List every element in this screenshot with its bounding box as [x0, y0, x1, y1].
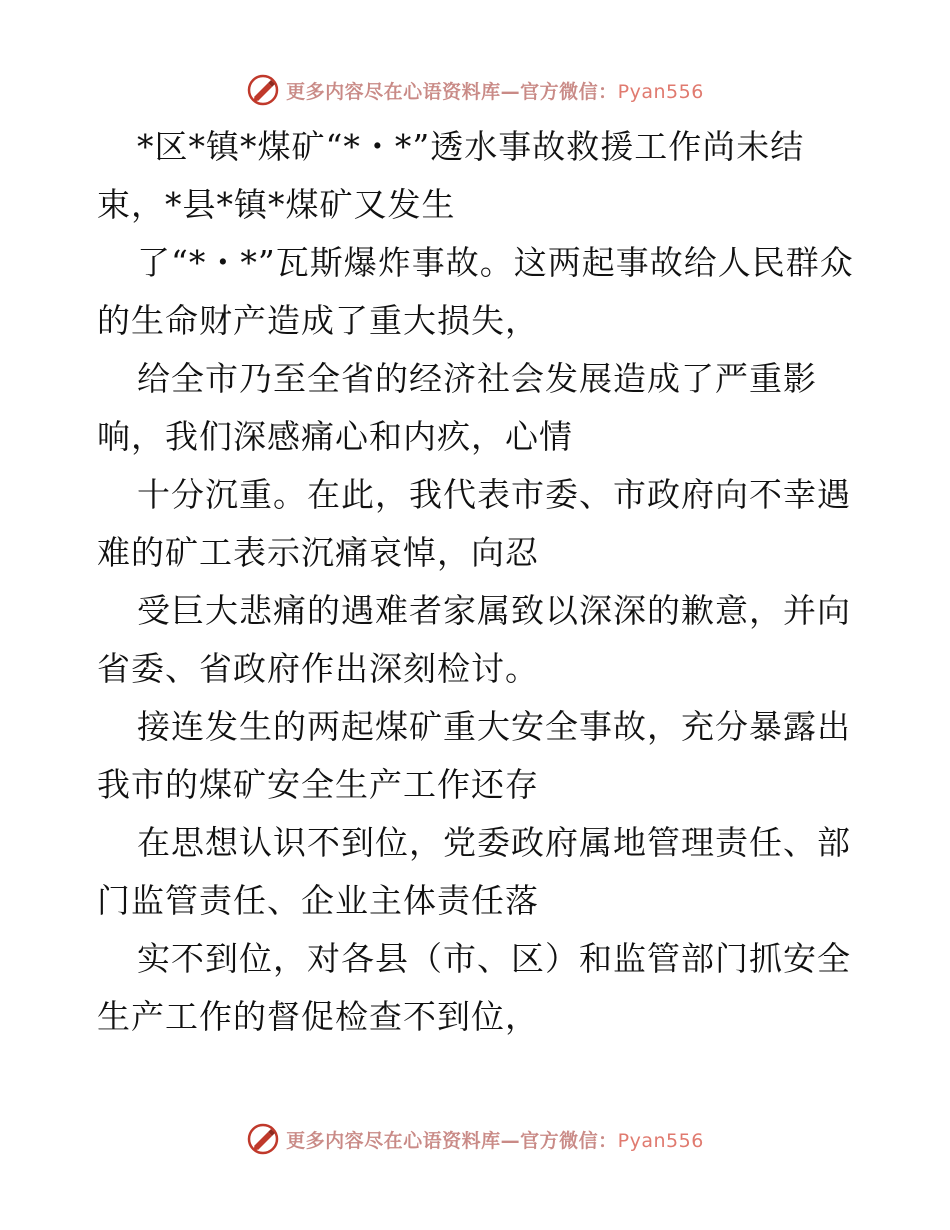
- paragraph: *区*镇*煤矿“*・*”透水事故救援工作尚未结束，*县*镇*煤矿又发生: [97, 127, 805, 224]
- ink-pen-logo-icon: [246, 1122, 280, 1156]
- header-watermark: [0, 68, 950, 112]
- paragraph: 接连发生的两起煤矿重大安全事故，充分暴露出我市的煤矿安全生产工作还存: [97, 707, 851, 804]
- watermark-text: 更多内容尽在心语资料库—官方微信：Pyan556: [286, 80, 704, 103]
- paragraph: 在思想认识不到位，党委政府属地管理责任、部门监管责任、企业主体责任落: [97, 823, 851, 920]
- footer-watermark: [0, 1117, 950, 1161]
- watermark-text: 更多内容尽在心语资料库—官方微信：Pyan556: [286, 1129, 704, 1152]
- paragraph: 了“*・*”瓦斯爆炸事故。这两起事故给人民群众的生命财产造成了重大损失，: [97, 243, 854, 340]
- paragraph: 十分沉重。在此，我代表市委、市政府向不幸遇难的矿工表示沉痛哀悼，向忍: [97, 475, 851, 572]
- paragraph: 受巨大悲痛的遇难者家属致以深深的歉意，并向省委、省政府作出深刻检讨。: [97, 591, 851, 688]
- paragraph: 实不到位，对各县（市、区）和监管部门抓安全生产工作的督促检查不到位，: [97, 939, 851, 1036]
- paragraph: 给全市乃至全省的经济社会发展造成了严重影响，我们深感痛心和内疚，心情: [97, 359, 817, 456]
- ink-pen-logo-icon: [246, 73, 280, 107]
- document-body: [97, 118, 857, 1046]
